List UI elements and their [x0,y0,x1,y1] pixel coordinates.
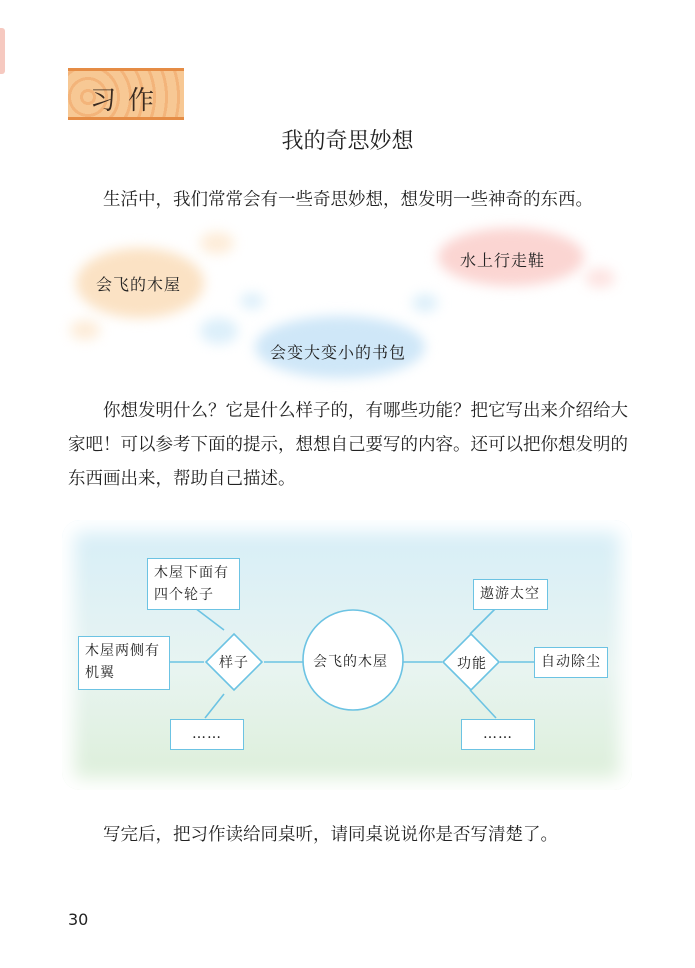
cloud-label-flying-cabin: 会飞的木屋 [96,275,182,294]
mindmap-center-label: 会飞的木屋 [313,654,388,670]
body-paragraph: 你想发明什么？它是什么样子的，有哪些功能？把它写出来介绍给大家吧！可以参考下面的提示，想想自己要写的内容。还可以把你想发明的东西画出来，帮助自己描述。 [68,401,628,489]
cloud-label-water-shoes: 水上行走鞋 [460,251,546,270]
mindmap-item-wheels: 木屋下面有四个轮子 [147,558,240,610]
closing-paragraph: 写完后，把习作读给同桌听，请同桌说说你是否写清楚了。 [103,825,558,845]
section-label-text: 习作 [90,86,167,116]
mindmap-node-appearance: 样子 [219,655,249,671]
mindmap-item-wings: 木屋两侧有机翼 [78,636,170,690]
mindmap-node-function: 功能 [457,656,487,672]
intro-paragraph: 生活中，我们常常会有一些奇思妙想，想发明一些神奇的东西。 [103,190,593,210]
mindmap-item-left-more: …… [170,719,244,750]
mindmap-item-space: 遨游太空 [473,579,548,610]
mindmap-item-right-more: …… [461,719,535,750]
page-number: 30 [68,910,89,929]
cloud-label-resizing-bag: 会变大变小的书包 [270,343,407,362]
lesson-title: 我的奇思妙想 [281,129,414,154]
mindmap-item-dust: 自动除尘 [534,647,608,678]
